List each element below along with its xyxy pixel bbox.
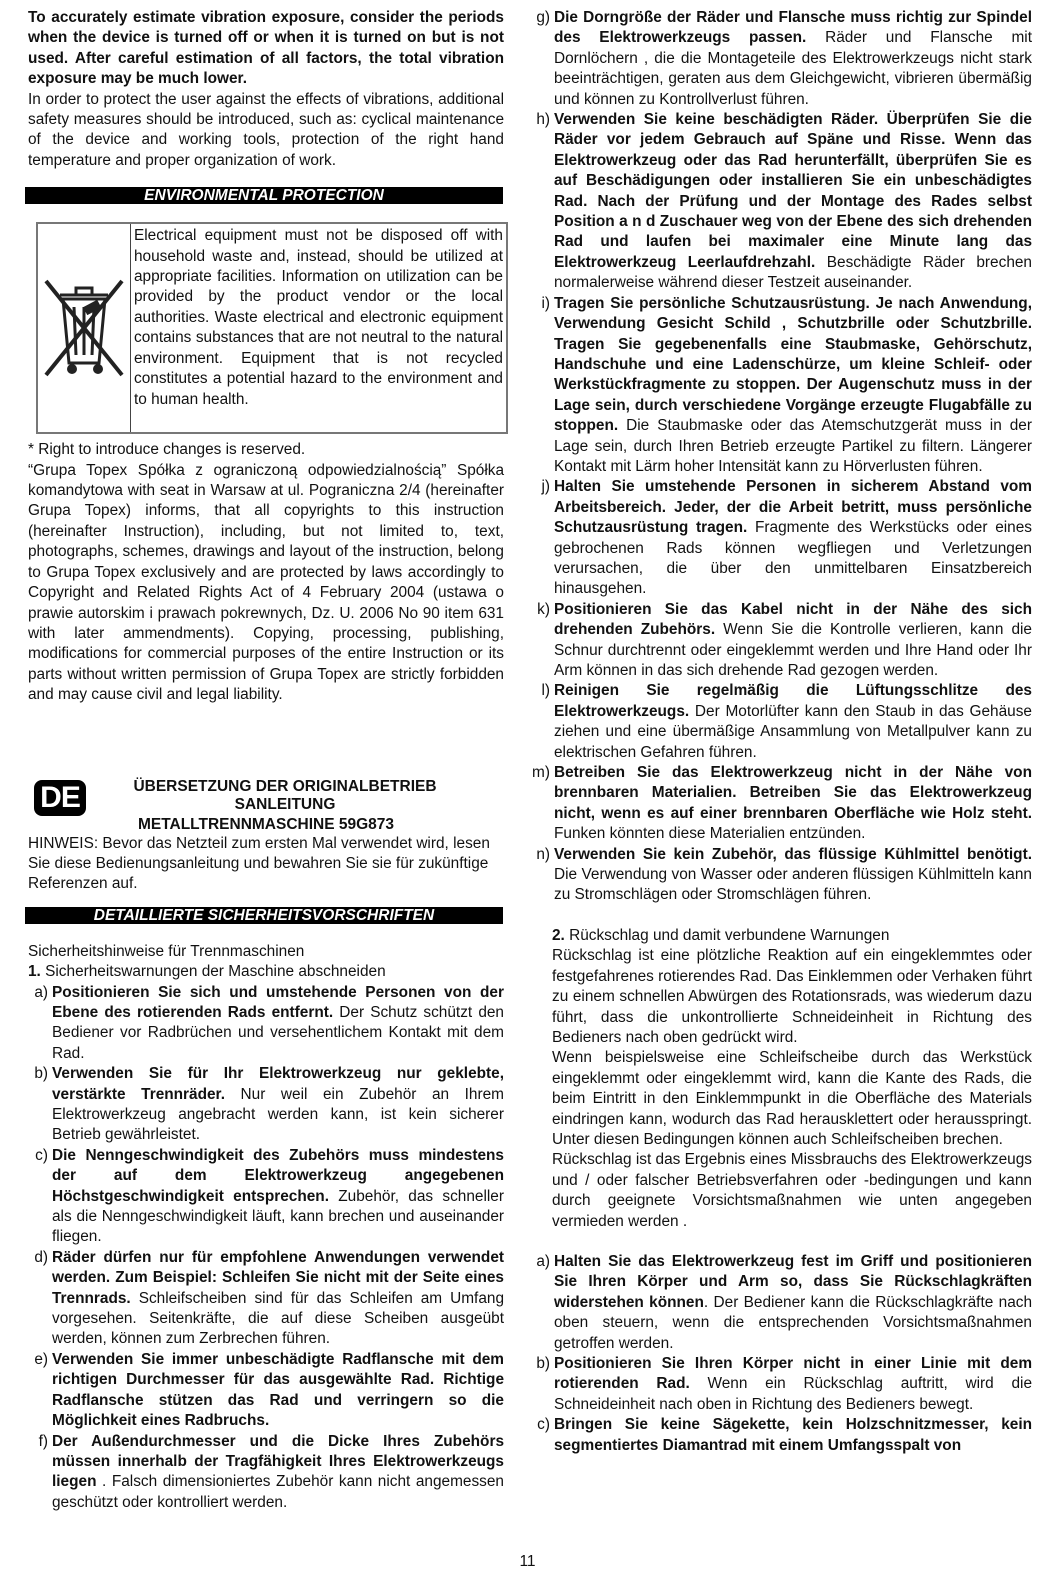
hinweis-paragraph: HINWEIS: Bevor das Netzteil zum ersten Mal verwendet wird, lesen Sie diese Bedienungsanleitung und bewahren Sie sie für zukünftige Referenzen auf.: [28, 834, 490, 893]
item-text: Reinigen Sie regelmäßig die Lüftungsschlitze des Elektrowerkzeugs. Der Motorlüfter kann den Staub in das Gehäuse ziehen und eine übermäßige Ansammlung von Metallpulver kann zu elektrischen Gefahren führen.: [554, 682, 1032, 761]
safety-list-item: [28, 1064, 504, 1146]
item-label: e): [34, 1350, 48, 1368]
german-section-header: [28, 778, 504, 816]
safety-list-item: [28, 983, 504, 1065]
safety-list-item: [530, 763, 1032, 845]
safety-list-item: [530, 845, 1032, 906]
right-column: [530, 8, 1032, 1456]
safety-list-item: [530, 110, 1032, 294]
model-title: METALLTRENNMASCHINE 59G873: [137, 815, 395, 833]
detailed-safety-heading: DETAILLIERTE SICHERHEITSVORSCHRIFTEN: [25, 907, 503, 924]
item-text: Positionieren Sie das Kabel nicht in der Nähe des sich drehenden Zubehörs. Wenn Sie die Kontrolle verlieren, kann die Schnur durchtrennt oder eingeklemmt werden und Ihre Hand oder Ihr Arm können in das sich drehende Rad gezogen werden.: [554, 600, 1032, 679]
german-title-line-2: SANLEITUNG: [234, 795, 336, 813]
environment-text: Electrical equipment must not be disposed off with household waste and, instead, should be utilized at appropriate facilities. Information on utilization can be provided by the product vendor or the local authorities. Waste electrical and electronic equipment contains substances that are not neutral to the natural environment. Equipment that is not recycled constitutes a potential hazard to the environment and to human health.: [134, 227, 503, 408]
kickback-paragraph-2: Wenn beispielsweise eine Schleifscheibe durch das Werkstück eingeklemmt oder eingeklemmt wird, kann die Kante des Rads, die beim Eintritt in den Einklemmpunkt in die Oberfläche des Materials eindringen kann, wodurch das Rad herausklettert oder herausspringt. Unter diesen Bedingungen können auch Schleifscheiben brechen.: [552, 1049, 1032, 1148]
item-text: Verwenden Sie immer unbeschädigte Radflansche mit dem richtigen Durchmesser für das ausgewählte Rad. Richtige Radflansche stützen das Rad und verringern so die Möglichkeit eines Radbruchs.: [52, 1350, 504, 1430]
page-number: 11: [519, 1553, 536, 1570]
safety-list-item: [28, 1248, 504, 1350]
item-label: a): [34, 983, 48, 1001]
item-label: n): [536, 845, 550, 863]
safety-list-item: [530, 600, 1032, 682]
item-text: Positionieren Sie Ihren Körper nicht in einer Linie mit dem rotierenden Rad. Wenn ein Rückschlag auftritt, wird die Schneideinheit nach oben in Richtung des Bedieners bewegt.: [554, 1355, 1032, 1413]
item-text: Die Dorngröße der Räder und Flansche muss richtig zur Spindel des Elektrowerkzeugs passen. Räder und Flansche mit Dornlöchern , die die Montageteile des Elektrowerkzeugs nicht stark beeinträchtigen, geraten aus dem Gleichgewicht, vibrieren übermäßig und können zu Kontrollverlust führen.: [554, 9, 1033, 108]
item-text: Betreiben Sie das Elektrowerkzeug nicht in der Nähe von brennbaren Materialien. Betreiben Sie das Elektrowerkzeug nicht, wenn es auf einer brennbaren Oberfläche wie Holz steht. Funken könnten diese Materialien entzünden.: [554, 764, 1032, 843]
kickback-paragraph-1: Rückschlag ist eine plötzliche Reaktion auf ein eingeklemmtes oder festgefahrenes rotierendes Rad. Das Einklemmen oder Verhaken führt zu einem schnellen Abwürgen des Rotationsrads, was wiederum dazu führt, dass die unkontrollierte Schneideinheit in Richtung des Bedieners nach oben gedrückt wird.: [552, 947, 1032, 1046]
item-text: Die Nenngeschwindigkeit des Zubehörs muss mindestens der auf dem Elektrowerkzeug angegebenen Höchstgeschwindigkeit entsprechen. Zubehör, das schneller als die Nenngeschwindigkeit läuft, kann brechen und auseinander fliegen.: [52, 1146, 504, 1246]
item-label: c): [537, 1416, 550, 1434]
safety-list-item: [530, 294, 1032, 478]
weee-icon-cell: [38, 224, 131, 432]
item-text: Verwenden Sie für Ihr Elektrowerkzeug nur geklebte, verstärkte Trennräder. Nur weil ein Zubehör an Ihrem Elektrowerkzeug angebracht werden kann, ist kein sicherer Betrieb gewährleistet.: [52, 1065, 504, 1144]
right-safety-list: [530, 8, 1032, 906]
item-label: g): [536, 9, 550, 26]
item-label: d): [34, 1248, 48, 1266]
safety-list-item: [28, 1146, 504, 1248]
left-column: [28, 8, 504, 1513]
item-text: Verwenden Sie keine beschädigten Räder. Überprüfen Sie die Räder vor jedem Gebrauch auf Späne und Risse. Wenn das Elektrowerkzeug oder das Rad herunterfällt, überprüfen Sie es auf Beschädigungen oder installieren Sie ein unbeschädigtes Rad. Nach der Prüfung und der Montage des Rades selbst Position a n d Zuschauer weg von der Ebene des sich drehenden Rad und laufen bei maximaler eine Minute lang das Elektrowerkzeug Leerlaufdrehzahl. Beschädigte Räder brechen normalerweise während dieser Testzeit auseinander.: [554, 111, 1032, 292]
item-text: Räder dürfen nur für empfohlene Anwendungen verwendet werden. Zum Beispiel: Schleifen Sie nicht mit der Seite eines Trennrads. Schleifscheiben sind für das Schleifen am Umfang vorgesehen. Seitenkräfte, die auf diese Scheiben ausgeübt werden, können zum Zerbrechen führen.: [52, 1248, 504, 1348]
item-text: Positionieren Sie sich und umstehende Personen von der Ebene des rotierenden Rads entfernt. Der Schutz schützt den Bediener vor Radbrüchen und versehentlichem Kontakt mit dem Rad.: [52, 983, 504, 1062]
safety-list-item: [530, 1252, 1032, 1354]
environment-box: [36, 222, 508, 434]
item-text: Halten Sie umstehende Personen in sicherem Abstand vom Arbeitsbereich. Jeder, der die Arbeit betritt, muss persönliche Schutzausrüstung tragen. Fragmente des Werkstücks oder eines gebrochenen Rads können wegfliegen und Verletzungen verursachen, die über den unmittelbaren Einsatzbereich hinausgehen.: [554, 478, 1032, 598]
safety-list-item: [530, 8, 1032, 110]
item-label: f): [38, 1432, 48, 1450]
item-label: a): [536, 1252, 550, 1270]
german-title-line-1: ÜBERSETZUNG DER ORIGINALBETRIEB: [133, 777, 437, 795]
kickback-section: [530, 926, 1032, 1232]
item-label: i): [541, 294, 550, 312]
kickback-list: [530, 1252, 1032, 1456]
safety-intro: Sicherheitshinweise für Trennmaschinen: [28, 942, 305, 960]
crossed-bin-icon: [38, 273, 130, 383]
safety-list-item: [530, 477, 1032, 599]
copyright-paragraph: “Grupa Topex Spółka z ograniczoną odpowiedzialnością” Spółka komandytowa with seat in Warsaw at ul. Pograniczna 2/4 (hereinafter Grupa Topex) informs, that all copyrights to this instruction (hereinafter Instruction), including, but not limited to, text, photographs, schemes, drawings and layout of the instruction, belong to Grupa Topex exclusively and are protected by laws accordingly to Copyright and Related Rights Act of 4 February 2004 (ustawa o prawie autorskim i prawach pokrewnych, Dz. U. 2006 No 90 item 631 with later ammendments). Copying, processing, publishing, modifications for commercial purposes of the entire Instruction or its parts without written permission of Grupa Topex are strictly forbidden and may cause civil and legal liability.: [28, 461, 504, 704]
item-text: Tragen Sie persönliche Schutzausrüstung. Je nach Anwendung, Verwendung Gesicht Schild , Schutzbrille oder Schutzbrille. Tragen Sie gegebenenfalls eine Staubmaske, Gehörschutz, Handschuhe und eine Ladenschürze, um kleine Schleif- oder Werkstückfragmente zu stoppen. Der Augenschutz muss in der Lage sein, durch verschiedene Vorgänge erzeugte Flugabfälle zu stoppen. Die Staubmaske oder das Atemschutzgerät muss in der Lage sein, durch Ihren Betrieb erzeugte Partikel zu filtern. Längerer Kontakt mit Lärm hoher Intensität kann zu Hörverlusten führen.: [554, 294, 1032, 475]
vibration-bold-paragraph: To accurately estimate vibration exposure, consider the periods when the device is turned off or when it is turned on but is not used. After careful estimation of all factors, the total vibration exposure may be much lower.: [28, 9, 504, 88]
german-title: [100, 778, 470, 814]
item-label: m): [532, 764, 550, 782]
rights-note: * Right to introduce changes is reserved.: [28, 441, 306, 459]
item-label: k): [537, 600, 550, 618]
environmental-protection-heading: ENVIRONMENTAL PROTECTION: [25, 187, 503, 204]
item-text: Halten Sie das Elektrowerkzeug fest im Griff und positionieren Sie Ihren Körper und Arm so, dass Sie Rückschlagkräften widerstehen können. Der Bediener kann die Rückschlagkräfte nach oben steuern, wenn die entsprechenden Vorsichtsmaßnahmen getroffen werden.: [554, 1252, 1033, 1352]
item-label: b): [536, 1355, 550, 1372]
item-text: Bringen Sie keine Sägekette, kein Holzschnitzmesser, kein segmentiertes Diamantrad mit einem Umfangsspalt von: [554, 1416, 1032, 1454]
item-text: Der Außendurchmesser und die Dicke Ihres Zubehörs müssen innerhalb der Tragfähigkeit Ihres Elektrowerkzeugs liegen . Falsch dimensioniertes Zubehör kann nicht angemessen geschützt oder kontrolliert werden.: [52, 1432, 504, 1511]
safety-list-item: [530, 681, 1032, 763]
safety-list-item: [28, 1350, 504, 1432]
safety-list-item: [28, 1432, 504, 1514]
item-label: l): [541, 682, 550, 700]
safety-list-item: [530, 1415, 1032, 1456]
item-text: Verwenden Sie kein Zubehör, das flüssige Kühlmittel benötigt. Die Verwendung von Wasser oder anderen flüssigen Kühlmitteln kann zu Stromschlägen oder Stromschlägen führen.: [554, 845, 1032, 904]
left-safety-list: [28, 983, 504, 1514]
vibration-paragraph: In order to protect the user against the effects of vibrations, additional safety measures should be introduced, such as: cyclical maintenance of the device and working tools, protection of the right hand temperature and proper organization of work.: [28, 90, 504, 169]
de-language-badge: DE: [34, 780, 86, 816]
safety-list-item: [530, 1354, 1032, 1415]
item-label: h): [536, 111, 550, 129]
kickback-paragraph-3: Rückschlag ist das Ergebnis eines Missbrauchs des Elektrowerkzeugs und / oder falscher Betriebsverfahren oder -bedingungen und kann durch geeignete Vorsichtsmaßnahmen wie unten angegeben vermieden werden .: [552, 1151, 1032, 1230]
item-label: j): [541, 478, 550, 496]
section-2-heading: 2. Rückschlag und damit verbundene Warnungen: [552, 926, 890, 944]
section-1-heading: 1. Sicherheitswarnungen der Maschine abschneiden: [28, 963, 386, 981]
item-label: b): [34, 1065, 48, 1083]
item-label: c): [35, 1146, 48, 1164]
